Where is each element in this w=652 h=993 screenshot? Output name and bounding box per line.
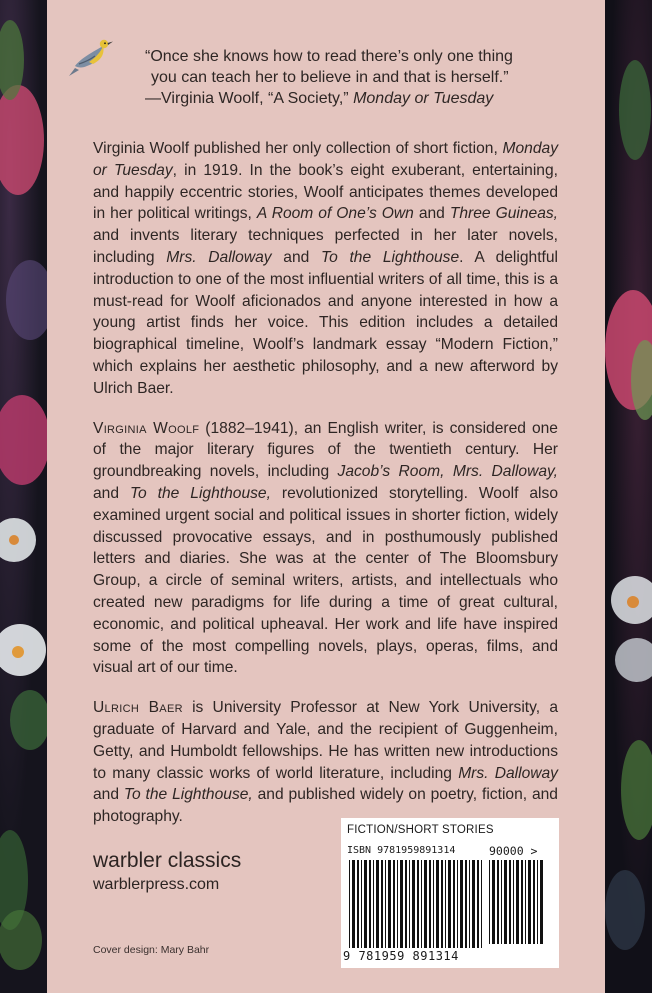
barcode-bar	[409, 860, 410, 948]
barcode-bar	[441, 860, 443, 948]
epigraph-attribution	[145, 88, 545, 109]
warbler-bird-icon	[65, 32, 115, 78]
price-code: 90000 >	[489, 844, 538, 858]
isbn-label: ISBN 9781959891314	[347, 845, 456, 856]
barcode-bar	[489, 860, 490, 944]
barcode-bar	[352, 860, 355, 948]
barcode-bar	[513, 860, 514, 944]
barcode-bar	[376, 860, 379, 948]
barcode-bar	[436, 860, 439, 948]
barcode-bar	[481, 860, 482, 948]
barcode-bar	[525, 860, 526, 944]
epigraph-quote	[145, 46, 545, 109]
barcode-bar	[364, 860, 367, 948]
publisher-block	[93, 848, 241, 896]
blurb-body	[93, 138, 558, 846]
barcode-bar	[504, 860, 507, 944]
author-name: Virginia Woolf	[93, 419, 200, 437]
barcode-bar	[492, 860, 495, 944]
addon-barcode	[489, 860, 549, 946]
barcode-bar	[453, 860, 455, 948]
back-cover-panel	[47, 0, 605, 993]
editor-bio-paragraph: Ulrich Baer is University Professor at New York University, a graduate of Harvard and Yale, and the recipient of Guggenheim, Getty, and Humboldt fellowships. He has written new introductions to many classic works of world literature, including Mrs. Dalloway and To the Lighthouse, and published widely on poetry, fiction, and photography.	[93, 699, 559, 826]
barcode-bar	[369, 860, 371, 948]
barcode-bar	[465, 860, 467, 948]
book-description-paragraph: Virginia Woolf published her only collection of short fiction, Monday or Tuesday, in 1919. In the book’s eight exuberant, entertaining, and happily eccentric stories, Woolf anticipates themes developed in her political writings, A Room of One’s Own and Three Guineas, and invents literary techniques perfected in her later novels, including Mrs. Dalloway and To the Lighthouse. A delightful introduction to one of the most influential writers of all time, this is a must-read for Woolf aficionados and anyone interested in how a young artist finds her voice. This edition includes a detailed biographical timeline, Woolf’s landmark essay “Modern Fiction,” which explains her aesthetic philosophy, and a new afterword by Ulrich Baer.	[93, 140, 559, 397]
barcode-bar	[497, 860, 499, 944]
barcode-bar	[501, 860, 502, 944]
barcode-bar	[445, 860, 446, 948]
barcode-bar	[381, 860, 383, 948]
barcode-bar	[373, 860, 374, 948]
epigraph-line: you can teach her to believe in and that is herself.”	[151, 69, 509, 86]
barcode-bar	[469, 860, 470, 948]
barcode-bar	[521, 860, 523, 944]
publisher-url: warblerpress.com	[93, 876, 220, 893]
barcode-bar	[533, 860, 535, 944]
barcode-bar	[540, 860, 543, 944]
right-floral-background	[605, 0, 652, 993]
barcode-bar	[477, 860, 479, 948]
barcode-bar	[388, 860, 391, 948]
barcode-bar	[448, 860, 451, 948]
editor-name: Ulrich Baer	[93, 699, 183, 717]
barcode-bar	[433, 860, 434, 948]
barcode-bar	[472, 860, 475, 948]
barcode-bar	[349, 860, 350, 948]
barcode-bar	[528, 860, 531, 944]
barcode-bar	[400, 860, 403, 948]
barcode-bar	[457, 860, 458, 948]
category-label: FICTION/SHORT STORIES	[347, 824, 494, 836]
publisher-name: warbler classics	[93, 849, 242, 872]
barcode-bar	[537, 860, 538, 944]
barcode-bar	[361, 860, 362, 948]
epigraph-line: “Once she knows how to read there’s only one thing	[145, 48, 513, 65]
barcode-bar	[509, 860, 511, 944]
barcode-bar	[424, 860, 427, 948]
attribution-title: Monday or Tuesday	[353, 90, 494, 107]
attribution-text: —Virginia Woolf, “A Society,”	[145, 90, 354, 107]
barcode-bar	[417, 860, 419, 948]
barcode-bar	[460, 860, 463, 948]
barcode-bar	[393, 860, 395, 948]
cover-design-credit: Cover design: Mary Bahr	[93, 944, 210, 956]
barcode-bar	[357, 860, 359, 948]
ean-barcode	[349, 860, 485, 950]
barcode-bar	[405, 860, 407, 948]
barcode-bar	[516, 860, 519, 944]
barcode-bar	[397, 860, 398, 948]
author-bio-paragraph: Virginia Woolf (1882–1941), an English writer, is considered one of the major literary figures of the twentieth century. Her groundbreaking novels, including Jacob’s Room, Mrs. Dalloway, and To the Lighthouse, revolutionized storytelling. Woolf also examined urgent social and political issues in shorter fiction, widely discussed provocative essays, and in posthumously published letters and diaries. She was at the center of The Bloomsbury Group, a circle of seminal writers, artists, and intellectuals who created new paradigms for life during a time of great cultural, economic, and political upheaval. Her work and life have inspired some of the most compelling novels, plays, operas, films, and visual art of our time.	[93, 419, 558, 677]
barcode-bar	[412, 860, 415, 948]
left-floral-background	[0, 0, 47, 993]
barcode-bar	[421, 860, 422, 948]
barcode-bar	[385, 860, 386, 948]
isbn-barcode-box	[341, 818, 559, 968]
barcode-digits: 9 781959 891314	[343, 949, 459, 963]
barcode-bar	[429, 860, 431, 948]
